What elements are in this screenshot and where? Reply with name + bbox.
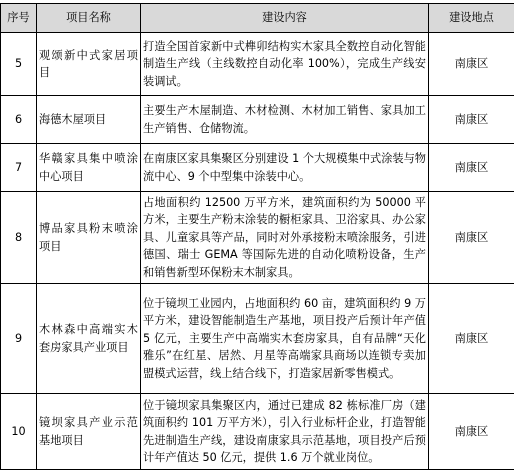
row-number: 8 bbox=[1, 192, 37, 284]
header-location: 建设地点 bbox=[429, 4, 514, 33]
row-location: 南康区 bbox=[429, 33, 514, 96]
table-row bbox=[1, 144, 514, 192]
row-project-name: 海德木屋项目 bbox=[37, 96, 141, 144]
header-number: 序号 bbox=[1, 4, 37, 33]
row-location: 南康区 bbox=[429, 394, 514, 470]
table-row bbox=[1, 394, 514, 470]
table-header-row bbox=[1, 4, 514, 33]
row-content: 在南康区家具集聚区分别建设 1 个大规模集中式涂装与物流中心、9 个中型集中涂装中心。 bbox=[141, 144, 429, 192]
table-row bbox=[1, 33, 514, 96]
row-project-name: 华赣家具集中喷涂中心项目 bbox=[37, 144, 141, 192]
row-number: 5 bbox=[1, 33, 37, 96]
table-row bbox=[1, 96, 514, 144]
row-number: 6 bbox=[1, 96, 37, 144]
row-number: 7 bbox=[1, 144, 37, 192]
row-content: 主要生产木屋制造、木材检测、木材加工销售、家具加工生产销售、仓储物流。 bbox=[141, 96, 429, 144]
row-content: 占地面积约 12500 万平方米，建筑面积约为 50000 平方米，主要生产粉末涂装的橱柜家具、卫浴家具、办公家具、儿童家具等产品，同时对外承接粉末喷涂服务，引进德国、瑞士 GEMA 等国际先进的自动化喷粉设备，生产和销售新型环保粉末木制家具。 bbox=[141, 192, 429, 284]
row-location: 南康区 bbox=[429, 144, 514, 192]
row-content: 位于镜坝家具集聚区内，通过已建成 82 栋标准厂房（建筑面积约 101 万平方米），引入行业标杆企业，打造智能先进制造生产线，建设南康家具示范基地，项目投产后预计年产值达 50 亿元，提供 1.6 万个就业岗位。 bbox=[141, 394, 429, 470]
row-project-name: 博品家具粉末喷涂项目 bbox=[37, 192, 141, 284]
row-location: 南康区 bbox=[429, 192, 514, 284]
row-content: 打造全国首家新中式榫卯结构实木家具全数控自动化智能制造生产线（主线数控自动化率 100%），完成生产线安装调试。 bbox=[141, 33, 429, 96]
row-content: 位于镜坝工业园内，占地面积约 60 亩，建筑面积约 9 万平方米，建设智能制造生产基地，项目投产后预计年产值 5 亿元，主要生产中高端实木套房家具，自有品牌“天化雅乐”在红星、居然、月星等高端家具商场以连锁专卖加盟模式运营，线上结合线下，打造家居新零售模式。 bbox=[141, 284, 429, 394]
table-row bbox=[1, 192, 514, 284]
row-location: 南康区 bbox=[429, 284, 514, 394]
row-location: 南康区 bbox=[429, 96, 514, 144]
row-number: 10 bbox=[1, 394, 37, 470]
row-project-name: 镜坝家具产业示范基地项目 bbox=[37, 394, 141, 470]
header-project-name: 项目名称 bbox=[37, 4, 141, 33]
row-project-name: 观颂新中式家居项目 bbox=[37, 33, 141, 96]
projects-table bbox=[0, 3, 514, 470]
header-content: 建设内容 bbox=[141, 4, 429, 33]
row-project-name: 木林森中高端实木套房家具产业项目 bbox=[37, 284, 141, 394]
table-row bbox=[1, 284, 514, 394]
row-number: 9 bbox=[1, 284, 37, 394]
